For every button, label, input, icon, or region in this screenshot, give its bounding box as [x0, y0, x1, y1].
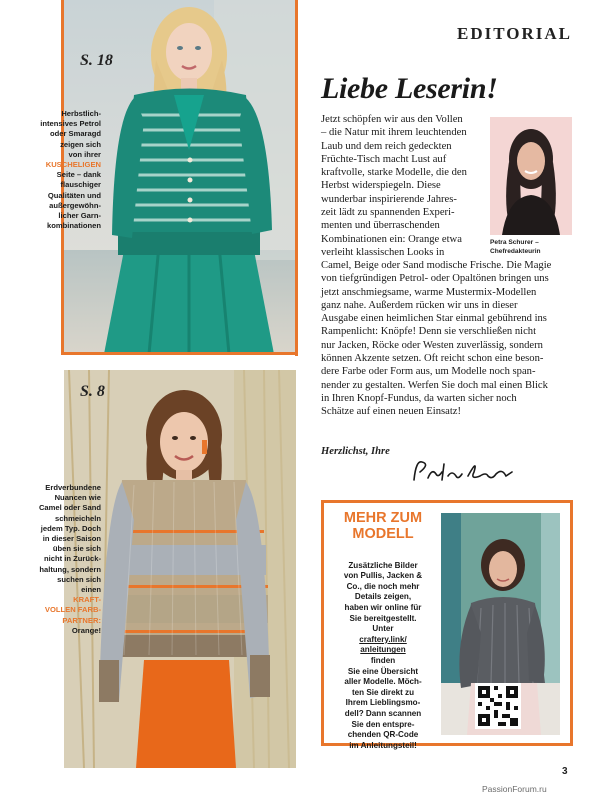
qr-code-pattern	[478, 686, 518, 726]
page-title: Liebe Leserin!	[321, 72, 498, 105]
caption-bottom	[4, 483, 101, 636]
promo-title: MEHR ZUM MODELL	[343, 510, 423, 542]
caption-bottom-pre: Erdverbundene Nuancen wie Camel oder Sand schmeicheln jedem Typ. Doch in dieser Saison üben sie sich nicht in Zurück- haltung, sondern suchen sich einen	[38, 483, 101, 595]
editorial-body-main: Camel, Beige oder Sand modische Frische. Die Magie von tiefgründigen Petrol- oder Opaltönen bringen uns jetzt anschmiegsame, warme Mustermix-Modellen ganz nahe. Außerdem rücken wir uns in dieser Ausgabe einen heimlichen Star einmal gebührend ins Rampenlicht: Knöpfe! Denn sie verschließen nicht nur Jacken, Röcke oder Westen zuverlässig, sondern können Akzente setzen. Oft reicht schon eine beson- dere Farbe oder Form aus, um Modelle noch span- nender zu gestalten. Werfen Sie doch mal einen Blick in Ihren Knopf-Fundus, da warten sicher noch Schätze auf einen neuen Einsatz!	[321, 260, 552, 418]
photo-frame-top-bottom	[64, 352, 298, 355]
editor-portrait	[490, 117, 572, 235]
caption-top-post: Seite – dank flauschiger Qualitäten und außergewöhn- licher Garn- kombinationen	[46, 170, 101, 231]
photo-frame-top	[286, 0, 298, 356]
promo-text-post: finden Sie eine Übersicht aller Modelle. Möch- ten Sie direkt zu Ihrem Lieblingsmo- dell? Dann scannen Sie den entspre- chenden QR-Code im Anleitungsteil!	[344, 655, 422, 750]
caption-top-pre: Herbstlich- intensives Petrol oder Smaragd zeigen sich von ihrer	[40, 109, 101, 159]
qr-code[interactable]	[475, 683, 521, 729]
watermark: PassionForum.ru	[482, 784, 547, 794]
caption-bottom-post: Orange!	[71, 625, 101, 635]
signoff-text: Herzlichst, Ihre	[321, 446, 390, 457]
page-ref-top: S. 18	[80, 52, 113, 69]
editor-portrait-caption: Petra Schurer – Chefredakteurin	[490, 239, 541, 255]
page-ref-bottom: S. 8	[80, 383, 105, 400]
editor-portrait-illustration	[490, 117, 572, 235]
signature-image	[408, 454, 518, 486]
caption-top-highlight: KUSCHELIGEN	[45, 160, 101, 170]
caption-bottom-highlight: KRAFT- VOLLEN FARB- PARTNER:	[44, 595, 101, 625]
page-number: 3	[562, 766, 568, 777]
editorial-body-intro: Jetzt schöpfen wir aus den Vollen – die Natur mit ihrem leuchtenden Laub und dem reich gedeckten Früchte-Tisch macht Lust auf kraftvolle, starke Modelle, die den Herbst widerspiegeln. Diese wunderbar inspirierende Jahres- zeit lädt zu spannenden Experi- menten und überraschenden Kombinationen ein: Orange etwa verleiht klassischen Looks in	[321, 114, 467, 258]
promo-text-pre: Zusätzliche Bilder von Pullis, Jacken & Co., die noch mehr Details zeigen, haben wir online für Sie bereitgestellt. Unter	[343, 560, 423, 634]
photo-grey-sweater	[441, 513, 560, 735]
promo-text	[326, 550, 440, 751]
section-label: EDITORIAL	[457, 24, 572, 43]
caption-top	[4, 109, 101, 231]
promo-link[interactable]: craftery.link/ anleitungen	[359, 634, 407, 655]
